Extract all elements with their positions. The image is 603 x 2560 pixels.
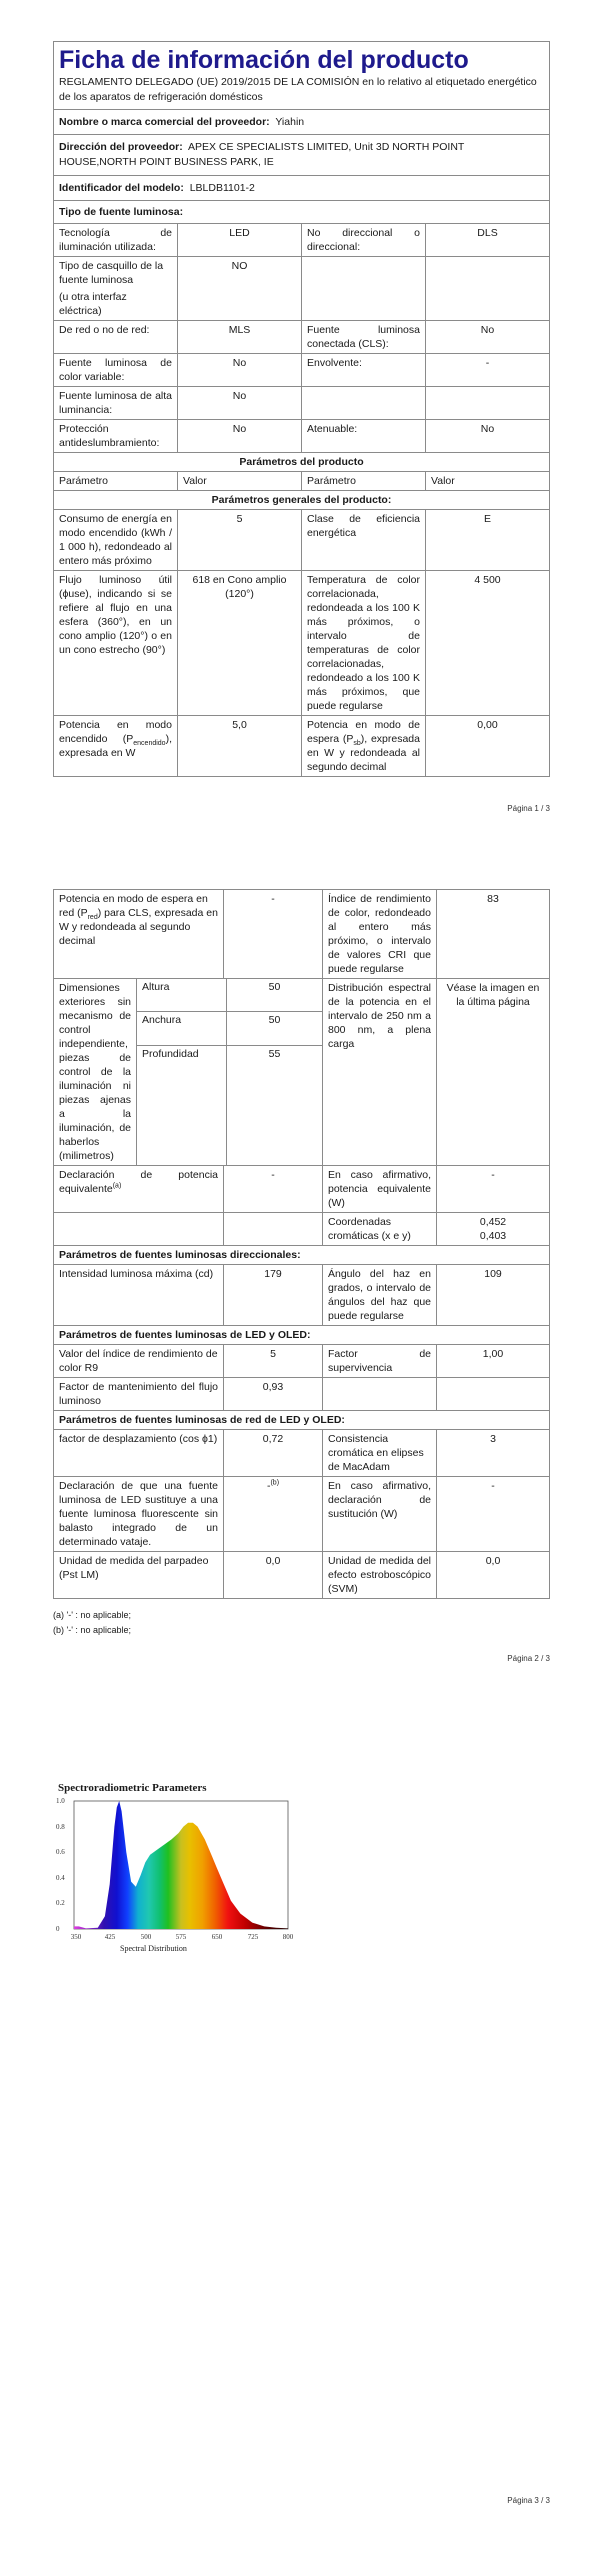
param-value: 0,93 <box>224 1378 323 1411</box>
param-label <box>302 387 426 420</box>
chromaticity-x: 0,452 <box>479 1216 507 1228</box>
svg-text:800: 800 <box>282 1933 294 1941</box>
param-label: Unidad de medida del efecto estroboscópico (SVM) <box>323 1552 437 1599</box>
label-text: Potencia en modo de espera (P <box>307 719 420 745</box>
param-label: Fuente luminosa de alta luminancia: <box>54 387 178 420</box>
param-value: 5 <box>178 510 302 571</box>
param-value: 3 <box>437 1430 550 1477</box>
label-text: Potencia en modo de espera en red (P <box>59 893 208 919</box>
svg-text:0.8: 0.8 <box>56 1823 65 1831</box>
model-label: Identificador del modelo: <box>59 182 184 194</box>
param-value: 5,0 <box>178 716 302 777</box>
lamp-cap-label: Tipo de casquillo de la fuente luminosa <box>59 260 164 286</box>
param-label: Coordenadas cromáticas (x e y) <box>323 1213 437 1246</box>
table-row <box>54 1265 550 1326</box>
table-row <box>54 510 550 571</box>
model-row <box>54 176 550 201</box>
param-label: Consumo de energía en modo encendido (kWh / 1 000 h), redondeado al entero más próximo <box>54 510 178 571</box>
dimension-value: 55 <box>227 1045 323 1165</box>
subscript: red <box>87 914 98 922</box>
param-label: En caso afirmativo, declaración de sustitución (W) <box>323 1477 437 1552</box>
param-label: Temperatura de color correlacionada, redondeada a los 100 K más próximos, o intervalo de temperaturas de color correlacionadas, redondeado a los 100 K más próximos, que puede regularse <box>302 571 426 716</box>
param-label: Ángulo del haz en grados, o intervalo de ángulos del haz que puede regularse <box>323 1265 437 1326</box>
table-row <box>54 1345 550 1378</box>
param-value: LED <box>178 224 302 257</box>
chart-title: Spectroradiometric Parameters <box>58 1782 207 1794</box>
param-value <box>426 387 550 420</box>
x-axis-ticks <box>71 1933 294 1941</box>
param-label <box>323 1378 437 1411</box>
model-value: LBLDB1101-2 <box>189 182 255 194</box>
param-label: Tecnología de iluminación utilizada: <box>54 224 178 257</box>
param-value: 0,00 <box>426 716 550 777</box>
table-row <box>54 387 550 420</box>
header-cell <box>54 42 550 110</box>
param-value: - <box>437 1477 550 1552</box>
dimension-value: 50 <box>227 1012 323 1046</box>
footnote-b: (b) '-' : no aplicable; <box>53 1625 131 1635</box>
param-value: No <box>178 420 302 453</box>
table-row <box>54 1166 550 1213</box>
param-label: Distribución espectral de la potencia en el intervalo de 250 nm a 800 nm, a plena carga <box>323 979 437 1166</box>
dimensions-subtable <box>54 979 322 1165</box>
param-value: - <box>224 1166 323 1213</box>
param-value: 179 <box>224 1265 323 1326</box>
param-value: 109 <box>437 1265 550 1326</box>
param-label: Clase de eficiencia energética <box>302 510 426 571</box>
svg-text:575: 575 <box>175 1933 187 1941</box>
dimension-name: Altura <box>137 979 227 1012</box>
table-row <box>54 1552 550 1599</box>
svg-text:725: 725 <box>247 1933 259 1941</box>
value-text: - <box>266 1480 271 1492</box>
param-value: 5 <box>224 1345 323 1378</box>
footnote-a: (a) '-' : no aplicable; <box>53 1610 131 1620</box>
page-number: Página 1 / 3 <box>507 804 550 813</box>
param-value <box>426 257 550 321</box>
column-header-row <box>54 472 550 491</box>
product-info-table-page-1 <box>53 41 550 777</box>
supplier-address-label: Dirección del proveedor: <box>59 141 183 153</box>
lamp-cap-sublabel: (u otra interfaz eléctrica) <box>59 291 127 317</box>
param-label: Índice de rendimiento de color, redondeado al entero más próximo, o intervalo de valores CRI que puede regularse <box>323 890 437 979</box>
supplier-name-row <box>54 110 550 135</box>
net-led-params-header: Parámetros de fuentes luminosas de red de LED y OLED: <box>54 1411 550 1430</box>
table-row <box>54 354 550 387</box>
table-row <box>54 420 550 453</box>
light-source-type-header: Tipo de fuente luminosa: <box>54 201 550 224</box>
svg-text:350: 350 <box>70 1933 82 1941</box>
table-row <box>54 571 550 716</box>
table-row <box>54 257 550 321</box>
param-value: 0,0 <box>437 1552 550 1599</box>
svg-text:0.4: 0.4 <box>56 1874 65 1882</box>
subscript: sb <box>353 740 361 748</box>
table-row <box>54 224 550 257</box>
empty-cell <box>54 1213 224 1246</box>
param-value: No <box>426 321 550 354</box>
column-header: Valor <box>178 472 302 491</box>
label-text: ), expresada en W y redondeada al segundo decimal <box>307 733 420 773</box>
column-header: Parámetro <box>302 472 426 491</box>
spectral-distribution-chart <box>50 1795 310 1955</box>
svg-text:425: 425 <box>104 1933 116 1941</box>
table-row <box>54 890 550 979</box>
svg-text:0.6: 0.6 <box>56 1848 65 1856</box>
label-text: ) para CLS, expresada en W y redondeada al segundo decimal <box>59 907 218 947</box>
param-value: E <box>426 510 550 571</box>
empty-cell <box>224 1213 323 1246</box>
param-label: Atenuable: <box>302 420 426 453</box>
param-value: DLS <box>426 224 550 257</box>
column-header: Valor <box>426 472 550 491</box>
param-label: En caso afirmativo, potencia equivalente (W) <box>323 1166 437 1213</box>
param-label: Flujo luminoso útil (ϕuse), indicando si se refiere al flujo en una esfera (360°), en un cono amplio (120°) o en un cono estrecho (90°) <box>54 571 178 716</box>
label-text: Potencia en modo encendido (P <box>59 719 172 745</box>
param-label <box>54 1166 224 1213</box>
param-value <box>437 1213 550 1246</box>
svg-text:0: 0 <box>56 1925 60 1933</box>
supplier-name-label: Nombre o marca comercial del proveedor: <box>59 116 270 128</box>
param-value <box>437 1378 550 1411</box>
param-value: 0,72 <box>224 1430 323 1477</box>
param-label: Declaración de que una fuente luminosa de LED sustituye a una fuente luminosa fluorescente sin balasto integrado de un determinado vataje. <box>54 1477 224 1552</box>
subscript: encendido <box>133 740 166 748</box>
page-number: Página 3 / 3 <box>507 2496 550 2505</box>
svg-text:0.2: 0.2 <box>56 1899 65 1907</box>
param-label: Fuente luminosa conectada (CLS): <box>302 321 426 354</box>
footnote-ref: (b) <box>270 1479 280 1487</box>
param-value <box>224 1477 323 1552</box>
label-text: Declaración de potencia equivalente <box>59 1169 218 1195</box>
param-value: - <box>437 1166 550 1213</box>
param-label: Valor del índice de rendimiento de color R9 <box>54 1345 224 1378</box>
led-params-header: Parámetros de fuentes luminosas de LED y OLED: <box>54 1326 550 1345</box>
footnote-ref: (a) <box>112 1182 122 1190</box>
param-label: Intensidad luminosa máxima (cd) <box>54 1265 224 1326</box>
page-title: Ficha de información del producto <box>59 46 469 74</box>
param-value: MLS <box>178 321 302 354</box>
table-row <box>54 1477 550 1552</box>
table-row <box>54 1378 550 1411</box>
param-label: De red o no de red: <box>54 321 178 354</box>
table-row <box>54 1430 550 1477</box>
param-label: Protección antideslumbramiento: <box>54 420 178 453</box>
directional-params-header: Parámetros de fuentes luminosas direccionales: <box>54 1246 550 1265</box>
dimensions-cell <box>54 979 323 1166</box>
table-row <box>54 321 550 354</box>
param-label <box>54 890 224 979</box>
param-value: No <box>426 420 550 453</box>
supplier-address-value: APEX CE SPECIALISTS LIMITED, Unit 3D NORTH POINT HOUSE,NORTH POINT BUSINESS PARK, IE <box>59 141 465 168</box>
dimension-name: Profundidad <box>142 1047 199 1060</box>
dimension-value: 50 <box>227 979 323 1012</box>
param-value: 1,00 <box>437 1345 550 1378</box>
param-value: 83 <box>437 890 550 979</box>
label-text: ), expresada en W <box>59 733 172 759</box>
dimensions-row <box>54 979 550 1166</box>
page-number: Página 2 / 3 <box>507 1654 550 1663</box>
param-label: Consistencia cromática en elipses de MacAdam <box>323 1430 437 1477</box>
param-label <box>302 716 426 777</box>
param-label: Factor de mantenimiento del flujo luminoso <box>54 1378 224 1411</box>
table-row <box>54 1213 550 1246</box>
svg-text:1.0: 1.0 <box>56 1797 65 1805</box>
column-header: Parámetro <box>54 472 178 491</box>
dimension-name: Anchura <box>137 1012 227 1046</box>
y-axis-ticks <box>56 1797 65 1933</box>
product-params-header: Parámetros del producto <box>54 453 550 472</box>
dimensions-label: Dimensiones exteriores sin mecanismo de control independiente, piezas de control de la iluminación ni piezas ajenas a la iluminación, de haberlos (milimetros) <box>54 979 137 1165</box>
param-label: No direccional o direccional: <box>302 224 426 257</box>
param-value: 618 en Cono amplio (120°) <box>178 571 302 716</box>
param-label: Unidad de medida del parpadeo (Pst LM) <box>54 1552 224 1599</box>
param-value: No <box>178 387 302 420</box>
param-value: Véase la imagen en la última página <box>437 979 550 1166</box>
param-label <box>302 257 426 321</box>
chromaticity-y: 0,403 <box>479 1230 507 1242</box>
param-label <box>54 716 178 777</box>
param-label <box>54 257 178 321</box>
svg-text:650: 650 <box>211 1933 223 1941</box>
table-row <box>54 716 550 777</box>
supplier-name-value: Yiahin <box>275 116 305 128</box>
chart-x-label: Spectral Distribution <box>120 1944 187 1953</box>
param-value: - <box>426 354 550 387</box>
param-value: 0,0 <box>224 1552 323 1599</box>
param-value: - <box>224 890 323 979</box>
general-params-header: Parámetros generales del producto: <box>54 491 550 510</box>
param-value: 4 500 <box>426 571 550 716</box>
param-value: No <box>178 354 302 387</box>
param-label: factor de desplazamiento (cos ϕ1) <box>54 1430 224 1477</box>
supplier-address-row <box>54 135 550 176</box>
param-label: Envolvente: <box>302 354 426 387</box>
regulation-text: REGLAMENTO DELEGADO (UE) 2019/2015 DE LA COMISIÓN en lo relativo al etiquetado energético de los aparatos de refrigeración domésticos <box>59 76 537 103</box>
param-value: NO <box>178 257 302 321</box>
svg-text:500: 500 <box>140 1933 152 1941</box>
param-label: Fuente luminosa de color variable: <box>54 354 178 387</box>
product-info-table-page-2 <box>53 889 550 1599</box>
footnotes <box>53 1608 131 1638</box>
param-label: Factor de supervivencia <box>323 1345 437 1378</box>
